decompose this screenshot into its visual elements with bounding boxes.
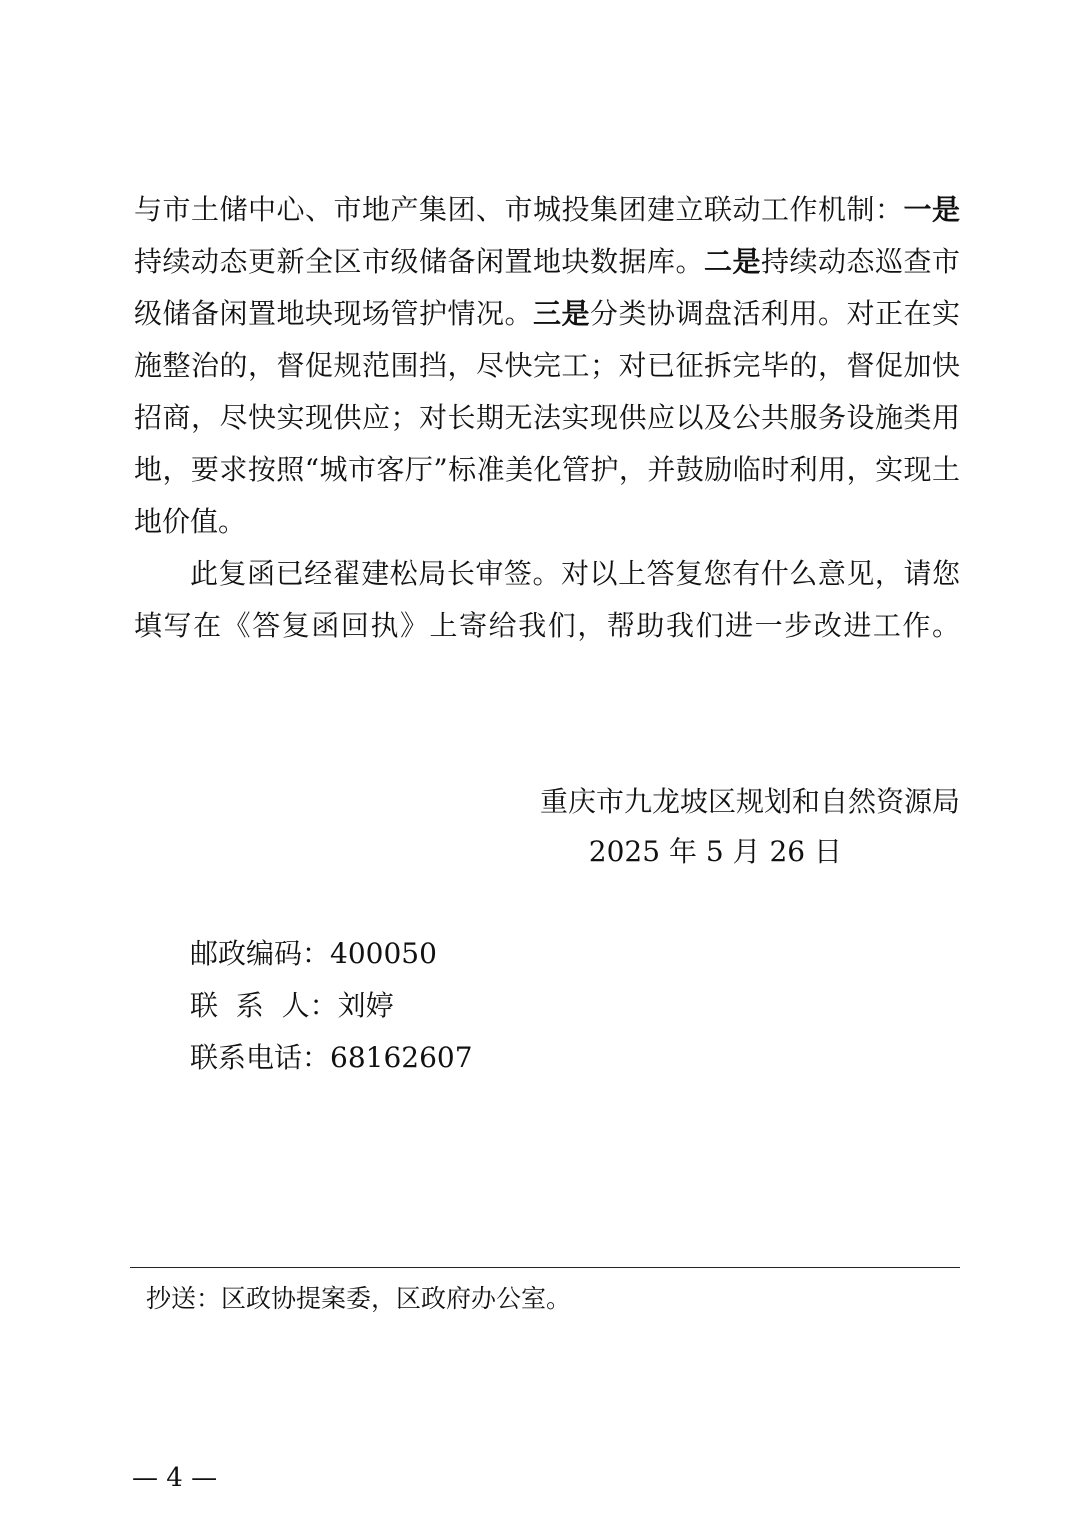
page-number: — 4 — — [132, 1463, 218, 1493]
emphasis-third: 三是 — [532, 297, 590, 330]
contact-person: 联 系 人：刘婷 — [190, 989, 394, 1022]
body-text: 与市土储中心、市地产集团、市城投集团建立联动工作机制： — [134, 193, 904, 226]
body-line-2 — [134, 244, 960, 280]
body-line-3 — [134, 296, 960, 332]
emphasis-second: 二是 — [703, 245, 761, 278]
body-text: 持续动态巡查市 — [760, 245, 960, 278]
body-line-5: 招商，尽快实现供应；对长期无法实现供应以及公共服务设施类用 — [134, 401, 960, 434]
body-paragraph-2-line-1: 此复函已经翟建松局长审签。对以上答复您有什么意见，请您 — [190, 557, 960, 590]
body-text: 持续动态更新全区市级储备闲置地块数据库。 — [134, 245, 704, 278]
body-paragraph-2-line-2: 填写在《答复函回执》上寄给我们，帮助我们进一步改进工作。 — [134, 609, 960, 642]
body-text: 分类协调盘活利用。对正在实 — [589, 297, 960, 330]
body-line-1 — [134, 192, 960, 228]
postal-code: 邮政编码：400050 — [190, 937, 437, 970]
footer-divider — [130, 1267, 960, 1268]
body-line-7: 地价值。 — [134, 505, 247, 538]
signature-date: 2025 年 5 月 26 日 — [588, 835, 842, 868]
signature-org: 重庆市九龙坡区规划和自然资源局 — [539, 785, 960, 818]
body-line-6: 地，要求按照“城市客厅”标准美化管护，并鼓励临时利用，实现土 — [134, 453, 960, 486]
emphasis-first: 一是 — [903, 193, 960, 226]
contact-phone: 联系电话：68162607 — [190, 1041, 473, 1074]
body-line-4: 施整治的，督促规范围挡，尽快完工；对已征拆完毕的，督促加快 — [134, 349, 960, 382]
body-text: 级储备闲置地块现场管护情况。 — [134, 297, 533, 330]
cc-recipients: 抄送：区政协提案委，区政府办公室。 — [146, 1284, 572, 1313]
